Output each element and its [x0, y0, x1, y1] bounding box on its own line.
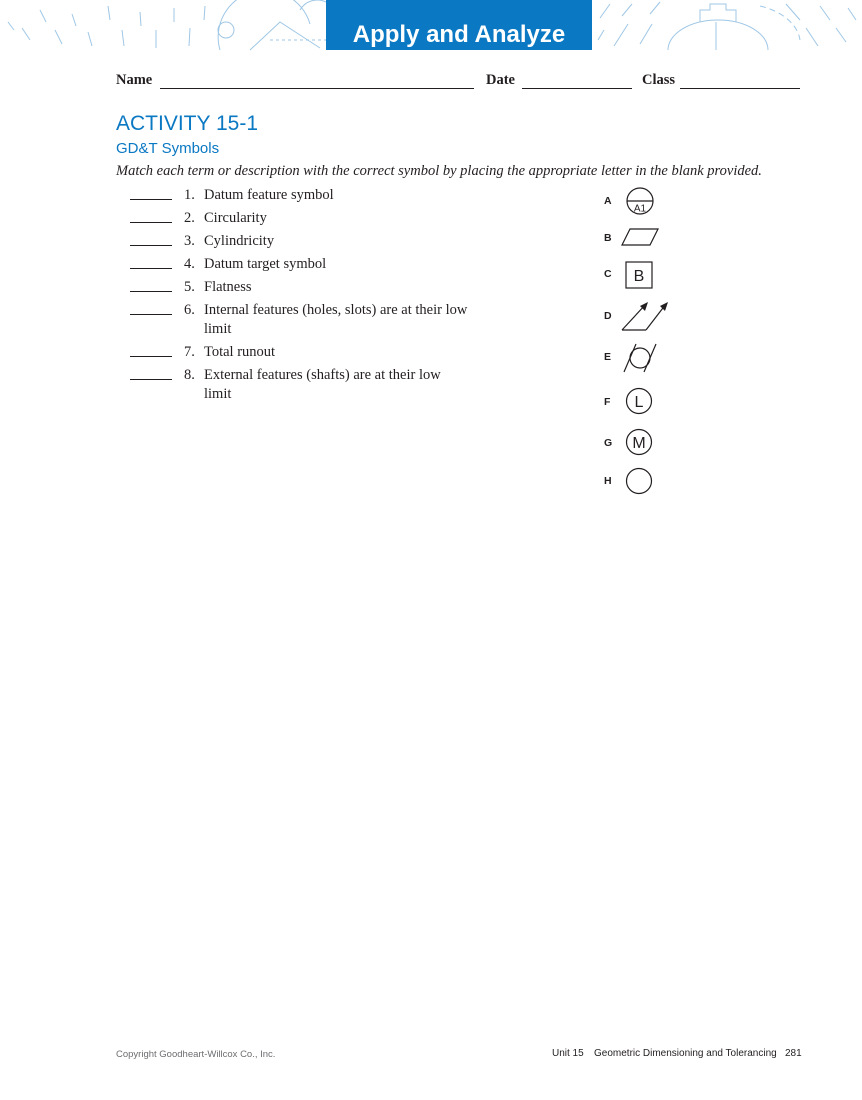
list-item: [130, 278, 470, 297]
matching-items-list: [130, 186, 470, 408]
item-text: Cylindricity: [204, 233, 275, 249]
class-label: Class: [642, 72, 676, 88]
student-info-row: [116, 72, 800, 92]
item-text: Flatness: [204, 279, 252, 295]
mmc-label: M: [632, 435, 646, 452]
maximum-material-condition-icon: [625, 428, 653, 456]
answer-blank[interactable]: [130, 314, 172, 315]
item-number: 6.: [184, 302, 195, 318]
item-number: 8.: [184, 367, 195, 383]
item-number: 7.: [184, 344, 195, 360]
item-text: External features (shafts) are at their low limit: [204, 367, 441, 402]
list-item: [130, 209, 470, 228]
datum-feature-icon: [624, 260, 654, 290]
item-text: Datum target symbol: [204, 256, 327, 272]
list-item: [130, 255, 470, 274]
item-text: Datum feature symbol: [204, 187, 334, 203]
cylindricity-icon: [620, 342, 660, 374]
item-text: Total runout: [204, 344, 276, 360]
symbol-letter-c: C: [604, 268, 612, 280]
symbol-letter-b: B: [604, 232, 612, 244]
list-item: [130, 186, 470, 205]
list-item: [130, 232, 470, 251]
datum-target-icon: [624, 186, 656, 216]
answer-blank[interactable]: [130, 199, 172, 200]
flatness-icon: [620, 227, 660, 247]
symbol-letter-h: H: [604, 475, 612, 487]
datum-feature-label: B: [633, 268, 645, 285]
item-text: Internal features (holes, slots) are at their low limit: [204, 302, 468, 337]
class-blank[interactable]: [680, 88, 800, 89]
item-number: 2.: [184, 210, 195, 226]
item-number: 4.: [184, 256, 195, 272]
least-material-condition-icon: [625, 387, 653, 415]
unit-title: Geometric Dimensioning and Tolerancing: [594, 1048, 777, 1059]
list-item: [130, 343, 470, 362]
unit-label: Unit 15: [552, 1048, 584, 1059]
symbol-letter-e: E: [604, 351, 612, 363]
instructions: Match each term or description with the correct symbol by placing the appropriate letter in the blank provided.: [116, 163, 762, 179]
item-number: 5.: [184, 279, 195, 295]
item-text: Circularity: [204, 210, 267, 226]
list-item: [130, 301, 470, 339]
activity-title: ACTIVITY 15-1: [116, 112, 258, 135]
name-blank[interactable]: [160, 88, 474, 89]
copyright-notice: Copyright Goodheart-Willcox Co., Inc.: [116, 1049, 276, 1060]
page-number: 281: [785, 1048, 802, 1059]
datum-target-label: A1: [633, 203, 647, 215]
symbol-letter-a: A: [604, 195, 612, 207]
total-runout-icon: [620, 300, 670, 332]
answer-blank[interactable]: [130, 245, 172, 246]
item-number: 3.: [184, 233, 195, 249]
banner-title: Apply and Analyze: [352, 21, 566, 48]
lmc-label: L: [634, 394, 644, 411]
answer-blank[interactable]: [130, 268, 172, 269]
item-number: 1.: [184, 187, 195, 203]
symbol-letter-d: D: [604, 310, 612, 322]
date-label: Date: [486, 72, 515, 88]
name-label: Name: [116, 72, 153, 88]
answer-blank[interactable]: [130, 379, 172, 380]
answer-blank[interactable]: [130, 222, 172, 223]
symbol-letter-f: F: [604, 396, 611, 408]
date-blank[interactable]: [522, 88, 632, 89]
list-item: [130, 366, 470, 404]
section-banner: [326, 0, 592, 50]
answer-blank[interactable]: [130, 291, 172, 292]
activity-subtitle: GD&T Symbols: [116, 140, 220, 157]
answer-blank[interactable]: [130, 356, 172, 357]
symbol-letter-g: G: [604, 437, 613, 449]
circularity-icon: [625, 467, 653, 495]
